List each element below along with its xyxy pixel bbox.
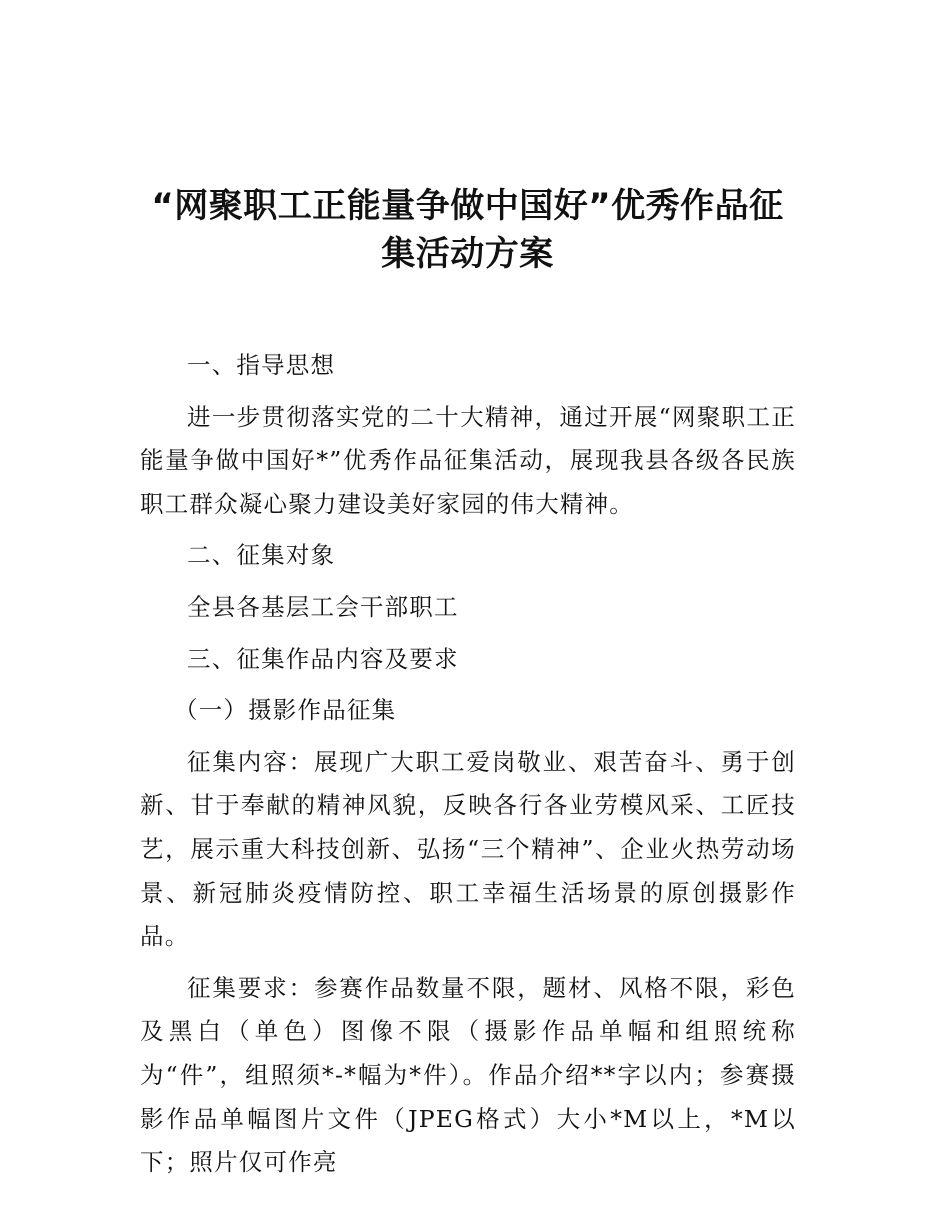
section-heading-content-requirements: 三、征集作品内容及要求 xyxy=(187,644,459,673)
paragraph-collection-content: 征集内容：展现广大职工爱岗敬业、艰苦奋斗、勇于创新、甘于奉献的精神风貌，反映各行各业劳模风采、工匠技艺，展示重大科技创新、弘扬“三个精神”、企业火热劳动场景、新冠肺炎疫情防控、职工幸福生活场景的原创摄影作品。 xyxy=(140,747,796,951)
paragraph-guiding-thought: 进一步贯彻落实党的二十大精神，通过开展“网聚职工正能量争做中国好*”优秀作品征集活动，展现我县各级各民族职工群众凝心聚力建设美好家园的伟大精神。 xyxy=(140,402,796,518)
document-title xyxy=(140,182,795,278)
title-line-1: “网聚职工正能量争做中国好”优秀作品征 xyxy=(151,186,784,226)
paragraph-target: 全县各基层工会干部职工 xyxy=(187,592,459,621)
title-line-2: 集活动方案 xyxy=(381,234,554,274)
document-body xyxy=(140,344,796,1193)
section-heading-guiding-thought: 一、指导思想 xyxy=(187,351,336,379)
section-heading-target: 二、征集对象 xyxy=(187,541,336,570)
subsection-heading-photography: （一）摄影作品征集 xyxy=(174,696,397,725)
paragraph-collection-requirements: 征集要求：参赛作品数量不限，题材、风格不限，彩色及黑白（单色）图像不限（摄影作品单幅和组照统称为“件”，组照须*-*幅为*件）。作品介绍**字以内；参赛摄影作品单幅图片文件（JPEG格式）大小*M以上，*M以下；照片仅可作亮 xyxy=(140,973,796,1177)
